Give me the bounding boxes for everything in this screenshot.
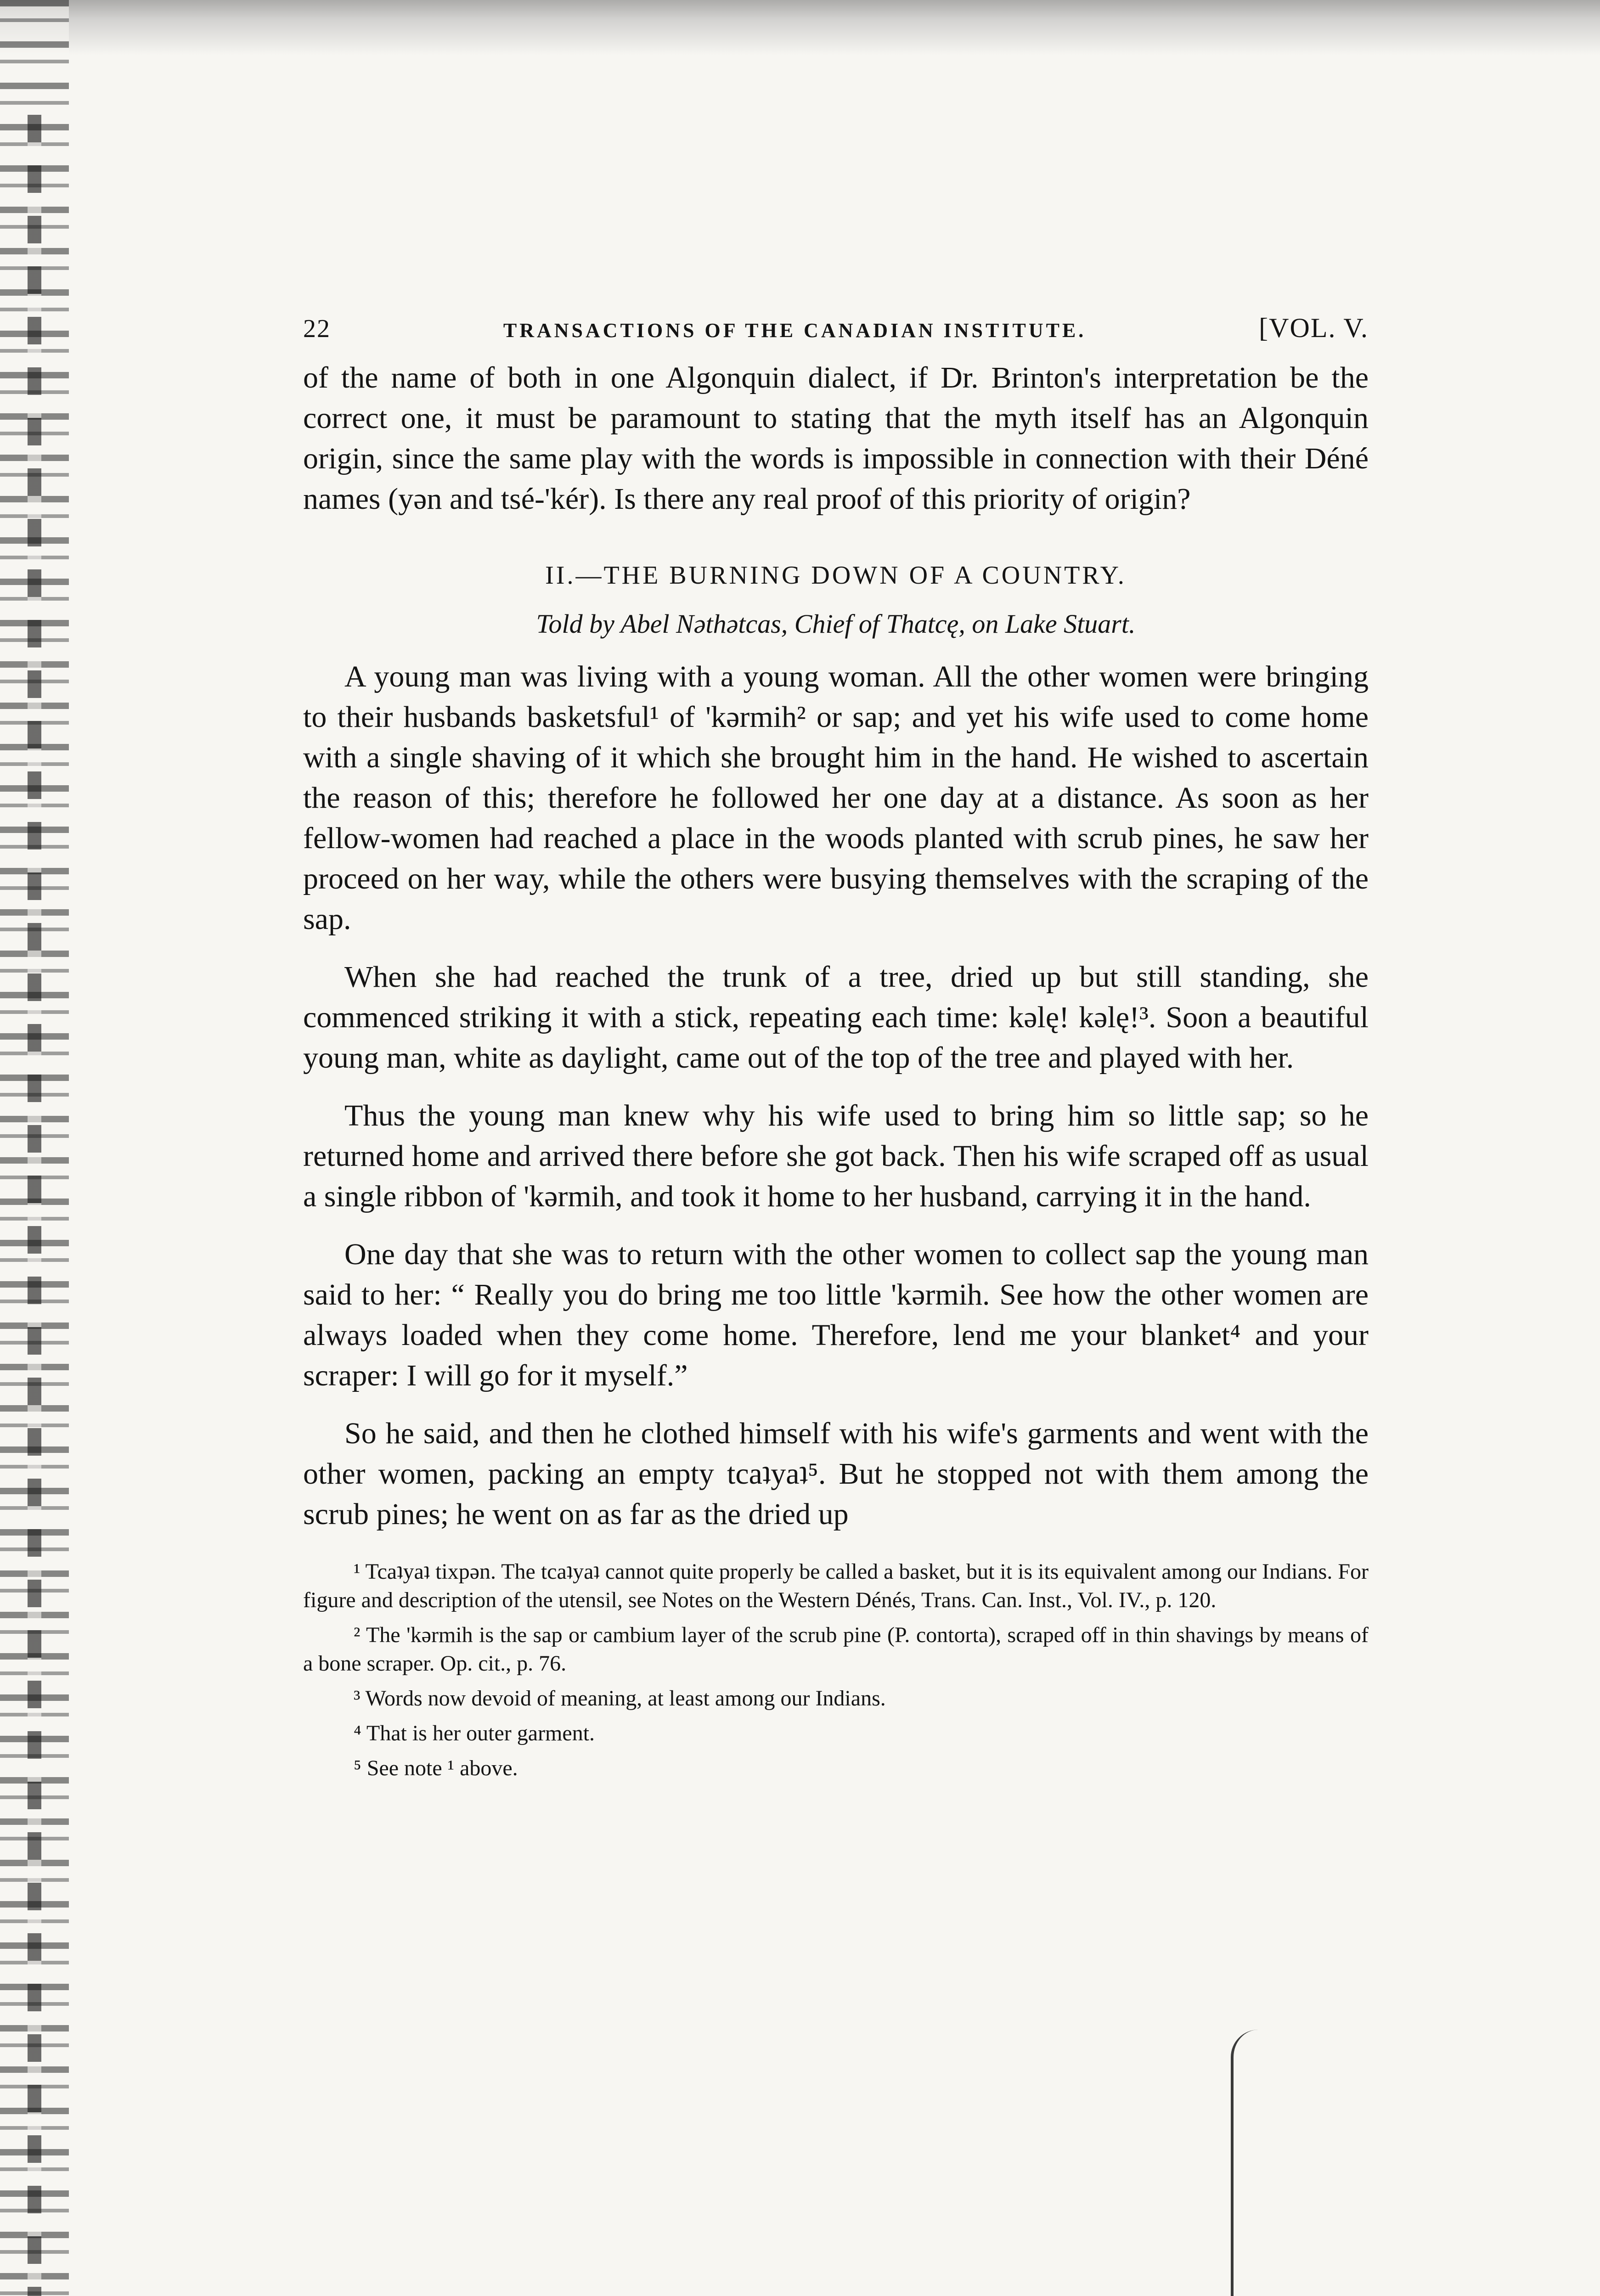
footnotes <box>303 1558 1369 1783</box>
footnote-1: ¹ Tcaʇyaʇ tixpən. The tcaʇyaʇ cannot quite properly be called a basket, but it is its equivalent among our Indians. For figure and description of the utensil, see Notes on the Western Dénés, Trans. Can. Inst., Vol. IV., p. 120. <box>303 1559 1369 1612</box>
footnote-4: ⁴ That is her outer garment. <box>354 1721 595 1745</box>
story-paragraph-4: One day that she was to return with the other women to collect sap the young man said to her: “ Really you do bring me too little 'kərmih. See how the other women are always loaded when they come home. Therefore, lend me your blanket⁴ and your scraper: I will go for it myself.” <box>303 1238 1369 1392</box>
book-page <box>303 312 1369 1783</box>
scan-top-edge <box>0 0 1600 55</box>
handwritten-bracket-mark <box>1231 2030 1275 2296</box>
footnote-5: ⁵ See note ¹ above. <box>354 1756 518 1780</box>
footnote-3: ³ Words now devoid of meaning, at least among our Indians. <box>354 1686 886 1711</box>
running-head <box>303 312 1369 344</box>
volume-label: [VOL. V. <box>1259 313 1369 343</box>
story-paragraph-5: So he said, and then he clothed himself with his wife's garments and went with the other women, packing an empty tcaʇyaʇ⁵. But he stopped not with them among the scrub pines; he went on as far as the dried up <box>303 1417 1369 1531</box>
story-paragraph-3: Thus the young man knew why his wife used to bring him so little sap; so he returned home and arrived there before she got back. Then his wife scraped off as usual a single ribbon of 'kərmih, and took it home to her husband, carrying it in the hand. <box>303 1099 1369 1213</box>
page-number: 22 <box>303 315 331 343</box>
section-title: II.—THE BURNING DOWN OF A COUNTRY. <box>545 561 1127 590</box>
story-paragraph-2: When she had reached the trunk of a tree, dried up but still standing, she commenced striking it with a stick, repeating each time: kəlę! kəlę!³. Soon a beautiful young man, white as daylight, came out of the top of the tree and played with her. <box>303 960 1369 1075</box>
intro-paragraph: of the name of both in one Algonquin dialect, if Dr. Brinton's interpretation be the correct one, it must be paramount to stating that the myth itself has an Algonquin origin, since the same play with the words is impossible in connection with their Déné names (yən and tsé-'kér). Is there any real proof of this priority of origin? <box>303 361 1369 516</box>
section-byline: Told by Abel Nəthətcas, Chief of Thatcę, on Lake Stuart. <box>536 609 1136 639</box>
story-paragraph-1: A young man was living with a young woman. All the other women were bringing to their husbands basketsful¹ of 'kərmih² or sap; and yet his wife used to come home with a single shaving of it which she brought him in the hand. He wished to ascertain the reason of this; therefore he followed her one day at a distance. As soon as her fellow-women had reached a place in the woods planted with scrub pines, he saw her proceed on her way, while the others were busying themselves with the scraping of the sap. <box>303 660 1369 936</box>
scan-binding-marks <box>28 115 41 2296</box>
journal-title: TRANSACTIONS OF THE CANADIAN INSTITUTE. <box>503 319 1087 342</box>
footnote-2: ² The 'kərmih is the sap or cambium layer of the scrub pine (P. contorta), scraped off in thin shavings by means of a bone scraper. Op. cit., p. 76. <box>303 1623 1369 1676</box>
